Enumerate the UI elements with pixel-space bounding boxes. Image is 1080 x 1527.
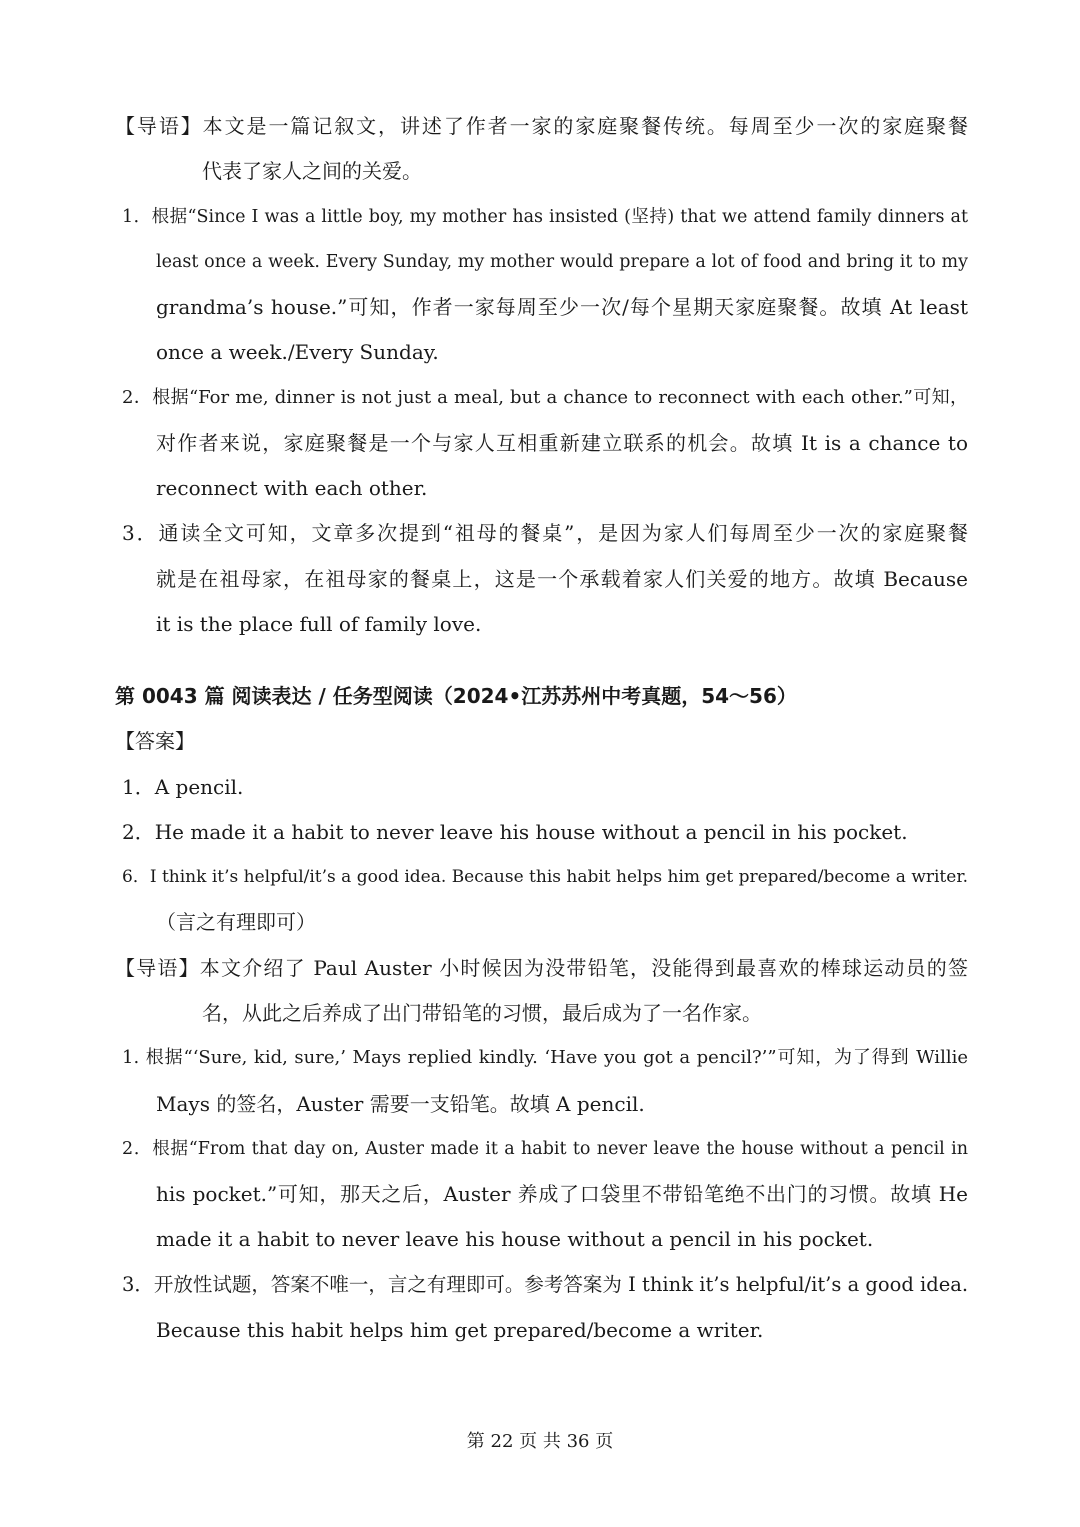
explanation-line: Mays 的签名，Auster 需要一支铅笔。故填 A pencil. [156,1092,645,1116]
answer-label: 【答案】 [115,729,195,753]
answer-line: 6．I think it’s helpful/it’s a good idea. Because this habit helps him get prepared/become a writer. [122,867,968,887]
explanation-line: 3．通读全文可知，文章多次提到“祖母的餐桌”，是因为家人们每周至少一次的家庭聚餐 [122,521,968,545]
intro-line: 【导语】本文介绍了 Paul Auster 小时候因为没带铅笔，没能得到最喜欢的棒球运动员的签 [115,956,968,980]
page-number: 第 22 页 共 36 页 [466,1431,614,1452]
intro-line: 名，从此之后养成了出门带铅笔的习惯，最后成为了一名作家。 [202,1001,762,1025]
explanation-line: 1. 根据“‘Sure, kid, sure,’ Mays replied kindly. ‘Have you got a pencil?’”可知，为了得到 Willie [122,1047,968,1068]
explanation-line: Because this habit helps him get prepared/become a writer. [156,1318,764,1342]
explanation-line: 3．开放性试题，答案不唯一，言之有理即可。参考答案为 I think it’s helpful/it’s a good idea. [122,1273,969,1296]
explanation-line: least once a week. Every Sunday, my mother would prepare a lot of food and bring it to my [156,252,968,272]
explanation-line: his pocket.”可知，那天之后，Auster 养成了口袋里不带铅笔绝不出门的习惯。故填 He [156,1182,968,1206]
explanation-line: made it a habit to never leave his house without a pencil in his pocket. [156,1227,874,1251]
explanation-line: grandma’s house.”可知，作者一家每周至少一次/每个星期天家庭聚餐。故填 At least [156,295,968,319]
explanation-line: 2．根据“For me, dinner is not just a meal, but a chance to reconnect with each other.”可知， [122,387,968,408]
answer-line: 2．He made it a habit to never leave his house without a pencil in his pocket. [122,820,908,844]
intro-line: 代表了家人之间的关爱。 [202,159,422,183]
section-heading: 第 0043 篇 阅读表达 / 任务型阅读（2024•江苏苏州中考真题，54～56） [115,684,797,708]
explanation-line: 2．根据“From that day on, Auster made it a habit to never leave the house without a pencil in [122,1139,968,1159]
explanation-line: 1．根据“Since I was a little boy, my mother has insisted (坚持) that we attend family dinners at [122,207,968,227]
explanation-line: once a week./Every Sunday. [156,340,439,364]
explanation-line: 对作者来说，家庭聚餐是一个与家人互相重新建立联系的机会。故填 It is a chance to [156,431,968,455]
explanation-line: it is the place full of family love. [156,612,482,636]
explanation-line: 就是在祖母家，在祖母家的餐桌上，这是一个承载着家人们关爱的地方。故填 Because [156,567,968,591]
explanation-line: reconnect with each other. [156,476,428,500]
answer-note: （言之有理即可） [156,910,316,934]
intro-line: 【导语】本文是一篇记叙文，讲述了作者一家的家庭聚餐传统。每周至少一次的家庭聚餐 [115,114,968,138]
answer-line: 1．A pencil. [122,775,244,799]
